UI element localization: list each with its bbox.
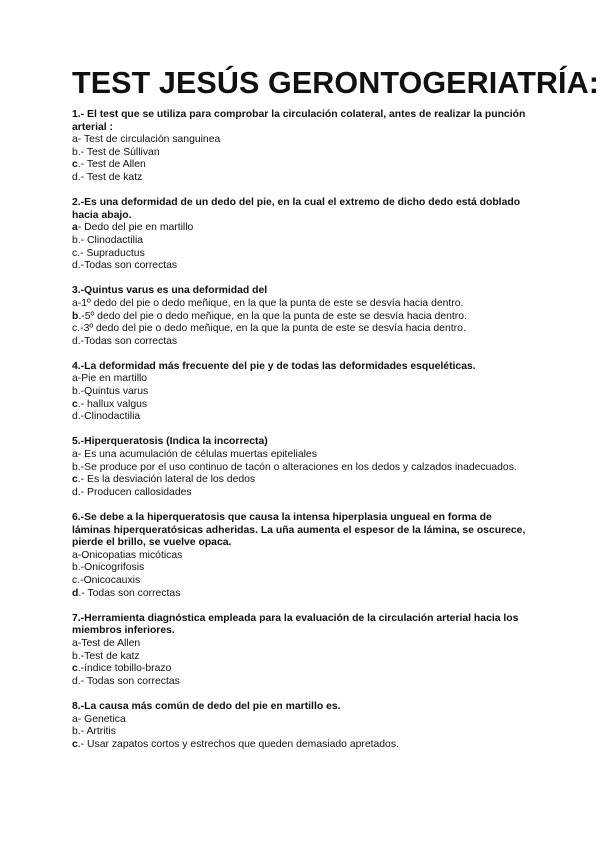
question-text: 1.- El test que se utiliza para comprobar la circulación colateral, antes de realizar la punción arterial :: [72, 109, 526, 133]
answer-option: [72, 323, 532, 336]
option-letter: a: [72, 713, 78, 725]
question-text: 2.-Es una deformidad de un dedo del pie, en la cual el extremo de dicho dedo está doblado hacia abajo.: [72, 197, 521, 221]
option-separator: .-: [77, 738, 88, 750]
option-text: Test de katz: [84, 650, 140, 662]
question-block: [72, 613, 532, 689]
option-letter: b: [72, 386, 78, 398]
question-block: [72, 361, 532, 424]
answer-option: [72, 714, 532, 727]
option-letter: c: [72, 663, 78, 675]
option-separator: -: [77, 449, 85, 461]
option-separator: -: [77, 637, 82, 649]
option-text: Onicocauxis: [83, 574, 141, 586]
option-separator: -: [77, 222, 85, 234]
answer-option: [72, 739, 532, 752]
answer-option: [72, 172, 532, 185]
option-letter: a: [72, 134, 78, 146]
answer-option: [72, 638, 532, 651]
question-block: [72, 436, 532, 499]
option-text: Es una acumulación de células muertas epiteliales: [84, 449, 317, 461]
option-separator: .-: [77, 663, 85, 675]
option-separator: -: [77, 373, 82, 385]
option-text: Artritis: [86, 726, 116, 738]
option-text: Test de Allen: [86, 159, 146, 171]
question-block: [72, 197, 532, 273]
option-text: Todas son correctas: [86, 675, 180, 687]
question-text: 5.-Hiperqueratosis (Indica la incorrecta): [72, 436, 268, 448]
option-letter: b: [72, 234, 78, 246]
option-letter: a: [72, 373, 78, 385]
option-separator: .-: [78, 587, 88, 599]
option-text: Todas son correctas: [84, 335, 178, 347]
option-separator: .-: [77, 398, 88, 410]
answer-option: [72, 562, 532, 575]
option-letter: a: [72, 637, 78, 649]
answer-option: [72, 575, 532, 588]
option-letter: b: [72, 562, 78, 574]
option-letter: d: [72, 335, 78, 347]
answer-option: [72, 449, 532, 462]
answer-option: [72, 159, 532, 172]
answer-option: [72, 411, 532, 424]
option-letter: a: [72, 549, 78, 561]
document-title: TEST JESÚS GERONTOGERIATRÍA:: [72, 66, 600, 100]
answer-option: [72, 726, 532, 739]
option-separator: .-: [77, 562, 85, 574]
option-separator: .-: [77, 260, 85, 272]
option-letter: b: [72, 726, 78, 738]
option-text: 5º dedo del pie o dedo meñique, en la que la punta de este se desvía hacia dentro.: [84, 310, 467, 322]
answer-option: [72, 676, 532, 689]
answer-option: [72, 399, 532, 412]
option-separator: .-: [78, 310, 85, 322]
option-letter: c: [72, 474, 78, 486]
option-separator: -: [77, 134, 84, 146]
question-text: 7.-Herramienta diagnóstica empleada para la evaluación de la circulación arterial hacia los miembros inferiores.: [72, 612, 519, 637]
answer-option: [72, 651, 532, 664]
option-text: Producen callosidades: [87, 486, 192, 498]
option-separator: .-: [77, 146, 87, 158]
option-text: Quintus varus: [84, 386, 149, 398]
option-separator: -: [77, 297, 82, 309]
option-letter: c: [72, 738, 78, 750]
option-separator: .-: [77, 486, 88, 498]
option-text: Todas son correctas: [84, 260, 178, 272]
answer-option: [72, 474, 532, 487]
option-text: Test de katz: [86, 171, 143, 183]
option-letter: a: [72, 449, 78, 461]
question-text: 4.-La deformidad más frecuente del pie y de todas las deformidades esqueléticas.: [72, 360, 476, 372]
question-text: 6.-Se debe a la hiperqueratosis que causa la intensa hiperplasia ungueal en forma de láminas hiperqueratósicas adheridas. La uña aumenta el espesor de la lámina, se oscurece, pierde el brillo, se vuelve opaca.: [72, 512, 526, 549]
answer-option: [72, 235, 532, 248]
option-separator: .-: [77, 574, 84, 586]
option-text: Test de Allen: [81, 637, 141, 649]
option-letter: b: [72, 461, 78, 473]
option-letter: d: [72, 587, 79, 599]
option-text: Usar zapatos cortos y estrechos que queden demasiado apretados.: [87, 738, 399, 750]
option-letter: c: [72, 247, 78, 259]
question-block: [72, 285, 532, 348]
option-separator: .-: [77, 411, 85, 423]
question-block: [72, 701, 532, 751]
option-separator: .-: [77, 675, 87, 687]
option-separator: .-: [77, 461, 85, 473]
answer-option: [72, 311, 532, 324]
option-separator: -: [77, 549, 82, 561]
option-letter: c: [72, 574, 78, 586]
option-letter: d: [72, 171, 78, 183]
question-text: 3.-Quintus varus es una deformidad del: [72, 285, 268, 297]
answer-option: [72, 222, 532, 235]
option-text: Genetica: [84, 713, 126, 725]
option-separator: .-: [77, 234, 88, 246]
option-separator: .-: [77, 171, 87, 183]
option-separator: .-: [77, 386, 85, 398]
option-text: Es la desviación lateral de los dedos: [87, 474, 256, 486]
option-text: hallux valgus: [87, 398, 148, 410]
option-letter: b: [72, 310, 79, 322]
option-text: Dedo del pie en martillo: [84, 222, 194, 234]
answer-option: [72, 550, 532, 563]
option-letter: d: [72, 260, 78, 272]
option-letter: c: [72, 323, 78, 335]
answer-option: [72, 147, 532, 160]
option-letter: d: [72, 675, 78, 687]
option-letter: c: [72, 398, 78, 410]
option-letter: b: [72, 146, 78, 158]
question-text: 8.-La causa más común de dedo del pie en martillo es.: [72, 700, 341, 712]
option-text: 1º dedo del pie o dedo meñique, en la que la punta de este se desvía hacia dentro.: [81, 297, 464, 309]
option-text: Clinodactilia: [87, 234, 144, 246]
question-list: [72, 109, 532, 764]
answer-option: [72, 248, 532, 261]
answer-option: [72, 663, 532, 676]
option-text: Test de circulación sanguinea: [83, 134, 221, 146]
answer-option: [72, 260, 532, 273]
answer-option: [72, 336, 532, 349]
option-separator: .-: [77, 335, 85, 347]
option-text: Test de Súllivan: [86, 146, 160, 158]
answer-option: [72, 487, 532, 500]
option-letter: a: [72, 297, 78, 309]
option-letter: d: [72, 411, 78, 423]
question-block: [72, 109, 532, 185]
option-text: Clinodactilia: [84, 411, 141, 423]
option-separator: .-: [77, 247, 87, 259]
option-text: Onicopatias micóticas: [81, 549, 183, 561]
question-block: [72, 512, 532, 600]
option-separator: .-: [77, 726, 87, 738]
option-text: 3º dedo del pie o dedo meñique, en la que la punta de este se desvía hacia dentro.: [83, 323, 466, 335]
option-text: Se produce por el uso continuo de tacón o alteraciones en los dedos y calzados inadecuados.: [84, 461, 517, 473]
option-text: índice tobillo-brazo: [84, 663, 172, 675]
option-text: Pie en martillo: [81, 373, 148, 385]
option-letter: b: [72, 650, 78, 662]
answer-option: [72, 588, 532, 601]
answer-option: [72, 373, 532, 386]
answer-option: [72, 134, 532, 147]
option-letter: d: [72, 486, 78, 498]
option-separator: .-: [77, 323, 84, 335]
option-separator: .-: [77, 159, 87, 171]
option-text: Onicogrifosis: [84, 562, 145, 574]
answer-option: [72, 298, 532, 311]
option-separator: .-: [77, 650, 85, 662]
option-letter: c: [72, 159, 78, 171]
answer-option: [72, 462, 532, 475]
option-separator: -: [77, 713, 85, 725]
option-text: Todas son correctas: [87, 587, 181, 599]
option-text: Supraductus: [86, 247, 145, 259]
option-separator: .-: [77, 474, 88, 486]
option-letter: a: [72, 222, 78, 234]
answer-option: [72, 386, 532, 399]
